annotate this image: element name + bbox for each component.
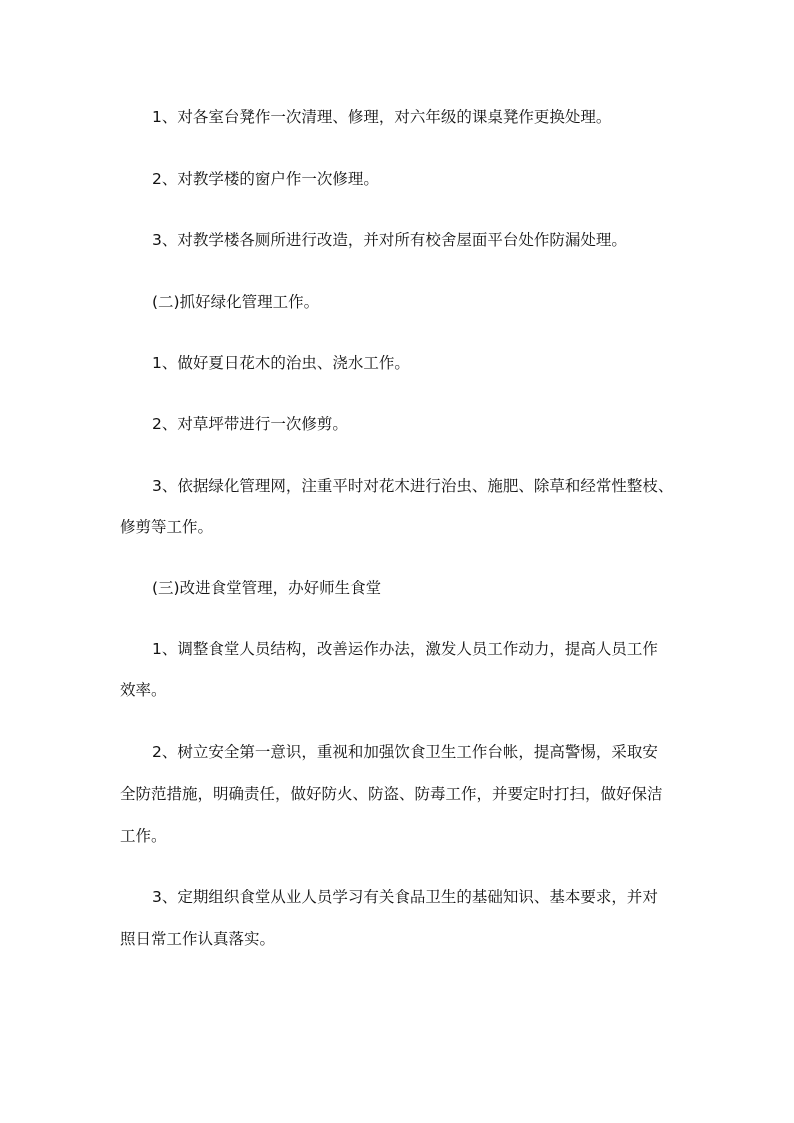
paragraph-line: 3、对教学楼各厕所进行改造，并对所有校舍屋面平台处作防漏处理。 [152, 231, 627, 249]
paragraph-line: 全防范措施，明确责任，做好防火、防盗、防毒工作，并要定时打扫，做好保洁 [120, 785, 663, 803]
paragraph-line: 3、定期组织食堂从业人员学习有关食品卫生的基础知识、基本要求，并对 [152, 888, 658, 906]
paragraph-line: 照日常工作认真落实。 [120, 930, 276, 948]
paragraph-line: 1、对各室台凳作一次清理、修理，对六年级的课桌凳作更换处理。 [152, 108, 612, 126]
paragraph-line: 1、调整食堂人员结构，改善运作办法，激发人员工作动力，提高人员工作 [152, 640, 658, 658]
paragraph-line: 2、对草坪带进行一次修剪。 [152, 415, 348, 433]
paragraph-line: 1、做好夏日花木的治虫、浇水工作。 [152, 354, 410, 372]
paragraph-line: 效率。 [120, 681, 167, 699]
paragraph-line: 2、树立安全第一意识，重视和加强饮食卫生工作台帐，提高警惕，采取安 [152, 743, 658, 761]
paragraph-line: 工作。 [120, 827, 167, 845]
paragraph-line: 修剪等工作。 [120, 518, 214, 536]
section-heading-text: (二)抓好绿化管理工作。 [152, 293, 320, 311]
paragraph-line: 3、依据绿化管理网，注重平时对花木进行治虫、施肥、除草和经常性整枝、 [152, 477, 674, 495]
paragraph-line: 2、对教学楼的窗户作一次修理。 [152, 170, 379, 188]
section-heading-text: (三)改进食堂管理，办好师生食堂 [152, 579, 382, 597]
